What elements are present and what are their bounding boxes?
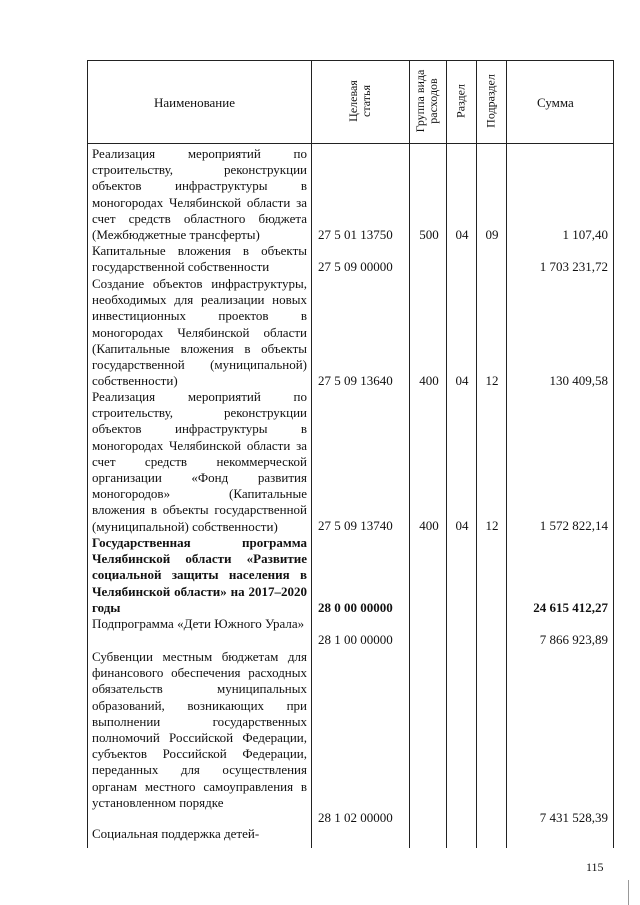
row-2-name: Капитальные вложения в объекты государственной собственности xyxy=(92,243,307,275)
border-section-subsection xyxy=(476,60,477,848)
header-code-line1: Целевая xyxy=(346,80,360,122)
row-4-section: 04 xyxy=(455,518,469,533)
border-top xyxy=(87,60,614,61)
row-4-name: Реализация мероприятий по строительству, реконструкции объектов инфраструктуры в моногородах Челябинской области за счет средств некоммерческой организации «Фонд развития моногородов» (Капитальные вложения в объекты государственной (муниципальной) собственности) xyxy=(92,389,307,534)
row-4-subsection: 12 xyxy=(485,518,499,533)
row-1-subsection: 09 xyxy=(485,227,499,242)
row-7-code: 28 1 02 00000 xyxy=(318,810,393,825)
row-1-sum: 1 107,40 xyxy=(562,227,608,242)
header-section: Раздел xyxy=(453,84,468,118)
header-name: Наименование xyxy=(154,95,235,110)
row-3-code: 27 5 09 13640 xyxy=(318,373,393,388)
row-6-sum: 7 866 923,89 xyxy=(539,632,608,647)
row-1-code: 27 5 01 13750 xyxy=(318,227,393,242)
border-subsection-sum xyxy=(506,60,507,848)
row-2-sum: 1 703 231,72 xyxy=(539,259,608,274)
border-name-code xyxy=(311,60,312,848)
header-code-line2: статья xyxy=(359,85,373,117)
header-group xyxy=(414,70,440,133)
row-1-name: Реализация мероприятий по строительству, реконструкции объектов инфраструктуры в моногородах Челябинской области за счет средств областного бюджета (Межбюджетные трансферты) xyxy=(92,146,307,243)
page-number: 115 xyxy=(586,860,604,874)
header-subsection: Подраздел xyxy=(483,74,498,128)
row-2-code: 27 5 09 00000 xyxy=(318,259,393,274)
row-8-name: Социальная поддержка детей- xyxy=(92,826,260,841)
header-group-line2: расходов xyxy=(426,78,440,124)
row-4-code: 27 5 09 13740 xyxy=(318,518,393,533)
border-right xyxy=(613,60,614,848)
row-3-section: 04 xyxy=(455,373,469,388)
scan-edge-mark xyxy=(628,880,629,905)
row-4-sum: 1 572 822,14 xyxy=(539,518,608,533)
border-left xyxy=(87,60,88,848)
row-3-sum: 130 409,58 xyxy=(549,373,608,388)
row-6-code: 28 1 00 00000 xyxy=(318,632,393,647)
header-code xyxy=(347,80,373,122)
row-5-sum: 24 615 412,27 xyxy=(533,600,608,615)
row-7-sum: 7 431 528,39 xyxy=(539,810,608,825)
border-code-group xyxy=(409,60,410,848)
row-3-group: 400 xyxy=(419,373,439,388)
header-group-line1: Группа вида xyxy=(413,69,427,133)
row-4-group: 400 xyxy=(419,518,439,533)
row-1-section: 04 xyxy=(455,227,469,242)
row-7-name: Субвенции местным бюджетам для финансового обеспечения расходных обязательств муниципальных образований, возникающих при выполнении государственных полномочий Российской Федерации, субъектов Российской Федерации, переданных для осуществления органам местного самоуправления в установленном порядке xyxy=(92,649,307,810)
row-1-group: 500 xyxy=(419,227,439,242)
row-3-subsection: 12 xyxy=(485,373,499,388)
row-6-name: Подпрограмма «Дети Южного Урала» xyxy=(92,616,305,631)
row-5-code: 28 0 00 00000 xyxy=(318,600,393,615)
border-group-section xyxy=(446,60,447,848)
row-5-name: Государственная программа Челябинской области «Развитие социальной защиты населения в Челябинской области» на 2017–2020 годы xyxy=(92,535,307,615)
row-3-name: Создание объектов инфраструктуры, необходимых для реализации новых инвестиционных проектов в моногородах Челябинской области (Капитальные вложения в объекты государственной (муниципальной) собственности) xyxy=(92,276,307,389)
header-sum: Сумма xyxy=(537,95,574,110)
border-header-bottom xyxy=(87,143,614,144)
